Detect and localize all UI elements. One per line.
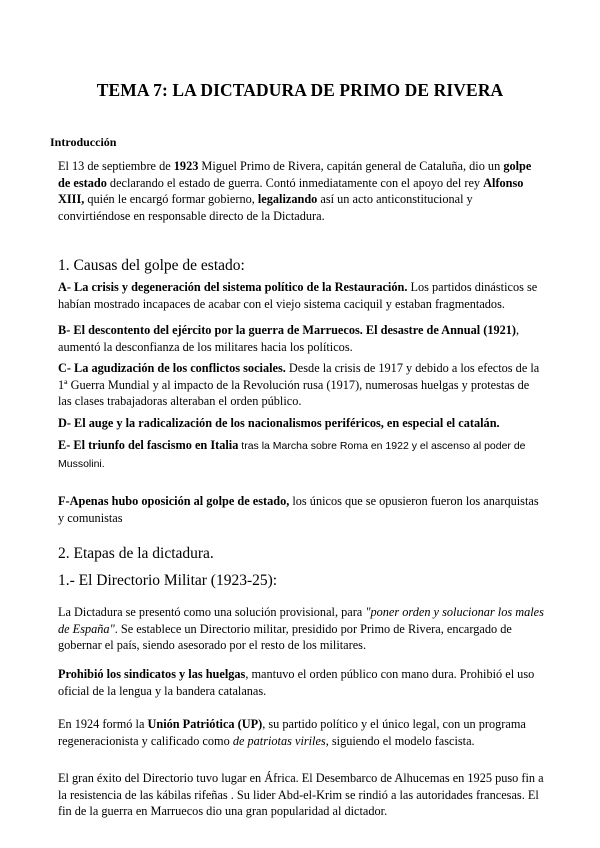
bold-text: Unión Patriótica (UP) — [147, 717, 263, 731]
intro-heading: Introducción — [50, 135, 117, 149]
text: , aumentó la desconfianza de los militares hacia los políticos. — [58, 323, 520, 354]
bold-text: E- El triunfo del fascismo en Italia — [58, 438, 239, 452]
cause-f — [58, 493, 544, 526]
text: , siguiendo el modelo fascista. — [325, 733, 475, 748]
text: tras la Marcha sobre Roma en 1922 y el ascenso al poder de Mussolini. — [58, 440, 526, 470]
text: . Se establece un Directorio militar, presidido por Primo de Rivera, encargado de gobernar el país, siendo asesorado por el resto de los militares. — [58, 621, 512, 652]
text: los únicos que se opusieron fueron los anarquistas y comunistas — [58, 494, 539, 525]
paragraph-union-patriotica — [58, 716, 544, 749]
page-title: TEMA 7: LA DICTADURA DE PRIMO DE RIVERA — [96, 80, 504, 100]
section-2-heading: 2. Etapas de la dictadura. — [58, 545, 214, 562]
bold-text: legalizando — [257, 192, 318, 206]
text: Los partidos dinásticos se habían mostrado incapaces de acabar con el viejo sistema caciquil y estaban fragmentados. — [58, 280, 538, 311]
bold-text: golpe de estado — [58, 159, 532, 190]
section-1-heading: 1. Causas del golpe de estado: — [58, 257, 245, 274]
cause-e — [58, 437, 544, 472]
paragraph-africa: El gran éxito del Directorio tuvo lugar en África. El Desembarco de Alhucemas en 1925 puso fin a la resistencia de las kábilas rifeñas . Su lider Abd-el-Krim se rindió a las autoridades francesas. El fin de la guerra en Marruecos dio una gran popularidad al dictador. — [58, 771, 544, 818]
cause-a — [58, 279, 544, 312]
intro-paragraph — [58, 158, 544, 224]
bold-text: B- El descontento del ejército por la guerra de Marruecos. El desastre de Annual (1921) — [58, 323, 517, 337]
cause-c — [58, 360, 544, 410]
text: , su partido político y el único legal, con un programa regeneracionista y calificado como — [58, 717, 526, 748]
cause-d — [58, 415, 544, 432]
bold-text: Prohibió los sindicatos y las huelgas — [58, 667, 246, 681]
text: En 1924 formó la — [58, 717, 148, 731]
bold-text: A- La crisis y degeneración del sistema político de la Restauración. — [58, 280, 408, 294]
paragraph-directorio — [58, 604, 544, 654]
text: Miguel Primo de Rivera, capitán general de Cataluña, dio un — [198, 159, 504, 173]
text: El 13 de septiembre de — [58, 159, 174, 173]
bold-text: D- El auge y la radicalización de los nacionalismos periféricos, en especial el catalán. — [58, 416, 500, 430]
text: quién le encargó formar gobierno, — [84, 192, 258, 206]
subsection-heading: 1.- El Directorio Militar (1923-25): — [58, 572, 278, 589]
italic-text: de patriotas viriles — [232, 733, 326, 748]
text: La Dictadura se presentó como una solución provisional, para — [58, 605, 366, 619]
text: declarando el estado de guerra. Contó inmediatamente con el apoyo del rey — [106, 175, 484, 190]
bold-text: F-Apenas hubo oposición al golpe de estado, — [58, 494, 290, 508]
italic-text: "poner orden y solucionar los males de España" — [58, 605, 544, 636]
text: , mantuvo el orden público con mano dura. Prohibió el uso oficial de la lengua y la bandera catalanas. — [58, 667, 535, 698]
paragraph-prohibiciones — [58, 666, 544, 699]
bold-text: 1923 — [173, 159, 199, 173]
text: Desde la crisis de 1917 y debido a los efectos de la 1ª Guerra Mundial y al impacto de la Revolución rusa (1917), numerosas huelgas y protestas de las clases trabajadoras alteraban el orden público. — [58, 361, 540, 408]
cause-b — [58, 322, 544, 355]
bold-text: C- La agudización de los conflictos sociales. — [58, 361, 286, 375]
text: así un acto anticonstitucional y convirtiéndose en responsable directo de la Dictadura. — [58, 192, 473, 223]
bold-text: Alfonso XIII, — [58, 175, 524, 206]
